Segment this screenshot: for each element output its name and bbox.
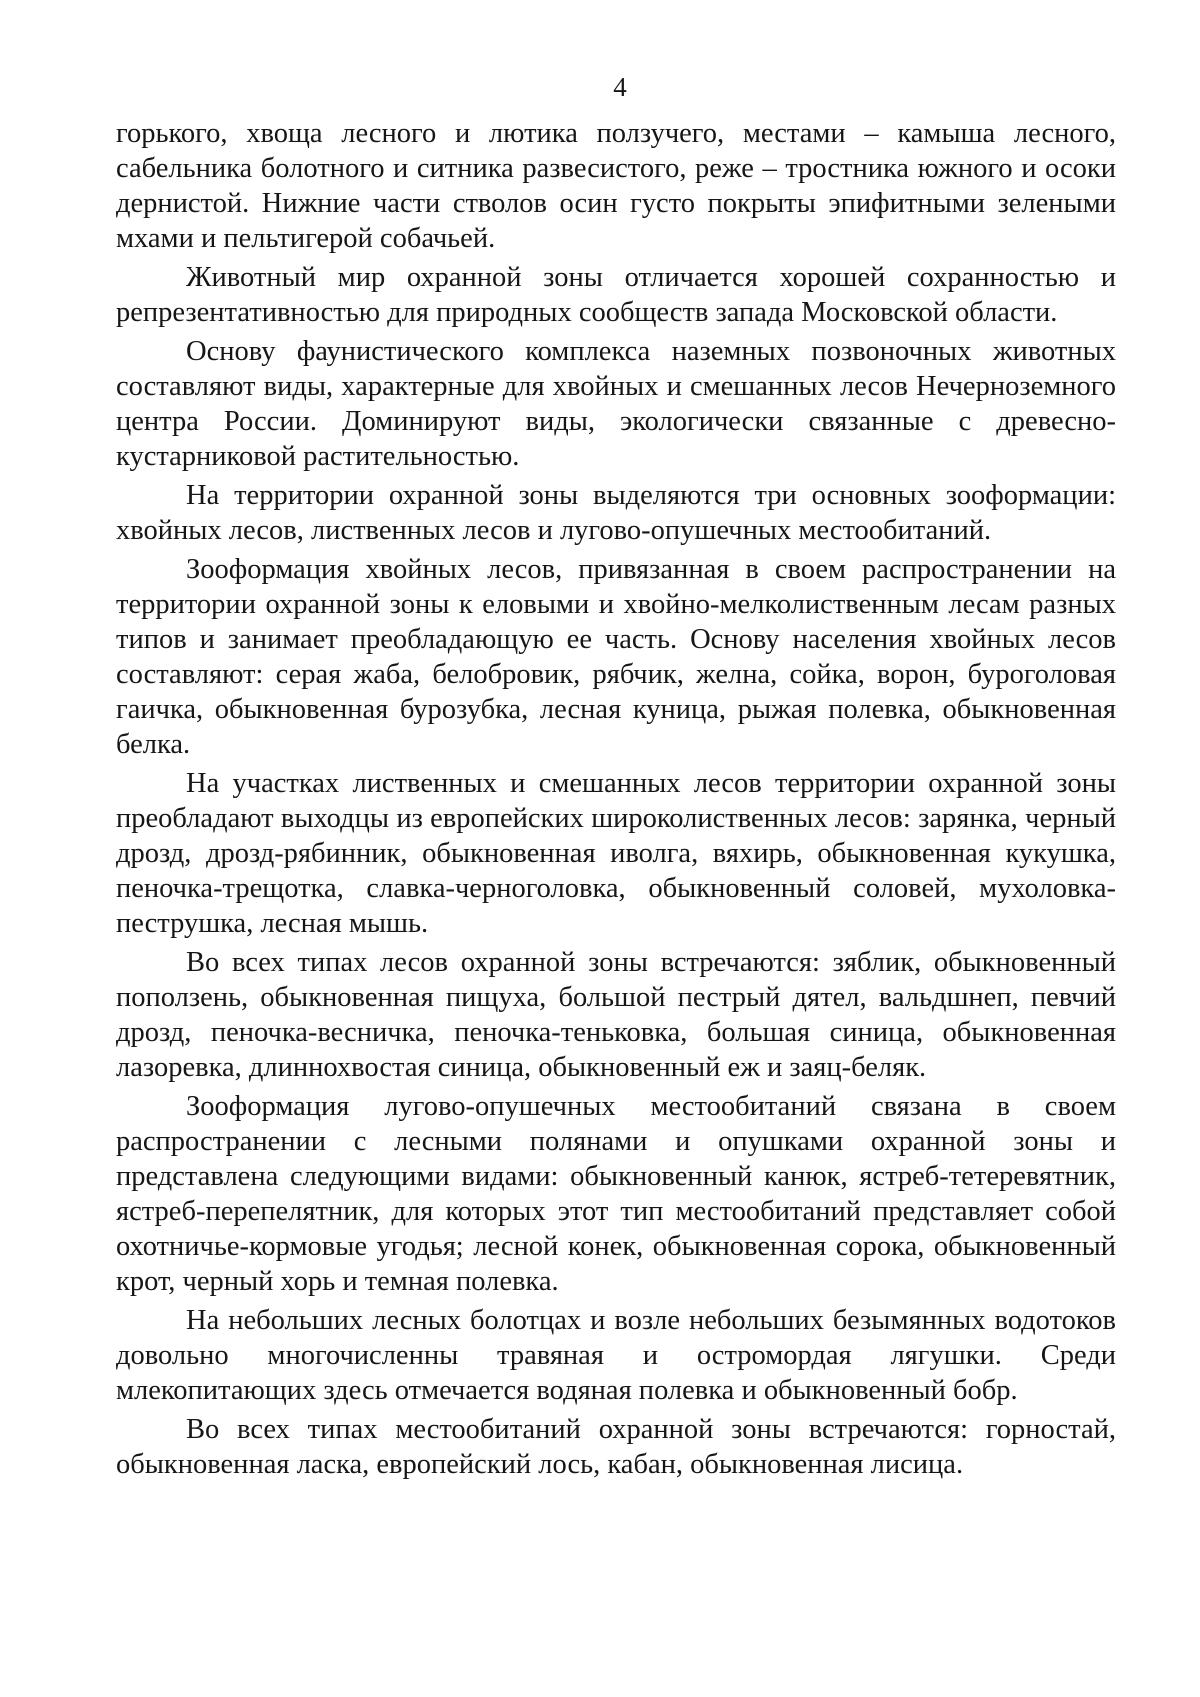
paragraph-zooformations: На территории охранной зоны выделяются три основных зооформации: хвойных лесов, лиственных лесов и лугово-опушечных местообитаний. [116, 480, 1116, 546]
paragraph-meadow-edge-habitats: Зооформация лугово-опушечных местообитаний связана в своем распространении с лесными полянами и опушками охранной зоны и представлена следующими видами: обыкновенный канюк, ястреб-тетеревятник, ястреб-перепелятник, для которых этот тип местообитаний представляет собой охотничье-кормовые угодья; лесной конек, обыкновенная сорока, обыкновенный крот, черный хорь и темная полевка. [116, 1091, 1116, 1297]
document-body [116, 116, 1116, 1486]
paragraph-faunistic-complex: Основу фаунистического комплекса наземных позвоночных животных составляют виды, характерные для хвойных и смешанных лесов Нечерноземного центра России. Доминируют виды, экологически связанные с древесно-кустарниковой растительностью. [116, 336, 1116, 472]
paragraph-bogs-streams: На небольших лесных болотцах и возле небольших безымянных водотоков довольно многочисленны травяная и остромордая лягушки. Среди млекопитающих здесь отмечается водяная полевка и обыкновенный бобр. [116, 1305, 1116, 1406]
paragraph-all-forest-types: Во всех типах лесов охранной зоны встречаются: зяблик, обыкновенный поползень, обыкновенная пищуха, большой пестрый дятел, вальдшнеп, певчий дрозд, пеночка-весничка, пеночка-теньковка, большая синица, обыкновенная лазоревка, длиннохвостая синица, обыкновенный еж и заяц-беляк. [116, 947, 1116, 1083]
paragraph-fauna-intro: Животный мир охранной зоны отличается хорошей сохранностью и репрезентативностью для природных сообществ запада Московской области. [116, 262, 1116, 328]
page-number: 4 [613, 72, 627, 102]
paragraph-deciduous-forests: На участках лиственных и смешанных лесов территории охранной зоны преобладают выходцы из европейских широколиственных лесов: зарянка, черный дрозд, дрозд-рябинник, обыкновенная иволга, вяхирь, обыкновенная кукушка, пеночка-трещотка, славка-черноголовка, обыкновенный соловей, мухоловка-пеструшка, лесная мышь. [116, 768, 1116, 939]
paragraph-all-habitats: Во всех типах местообитаний охранной зоны встречаются: горностай, обыкновенная ласка, европейский лось, кабан, обыкновенная лисица. [116, 1414, 1116, 1480]
paragraph-continuation: горького, хвоща лесного и лютика ползучего, местами – камыша лесного, сабельника болотного и ситника развесистого, реже – тростника южного и осоки дернистой. Нижние части стволов осин густо покрыты эпифитными зелеными мхами и пельтигерой собачьей. [116, 118, 1116, 254]
paragraph-coniferous-forests: Зооформация хвойных лесов, привязанная в своем распространении на территории охранной зоны к еловыми и хвойно-мелколиственным лесам разных типов и занимает преобладающую ее часть. Основу населения хвойных лесов составляют: серая жаба, белобровик, рябчик, желна, сойка, ворон, буроголовая гаичка, обыкновенная бурозубка, лесная куница, рыжая полевка, обыкновенная белка. [116, 554, 1116, 760]
